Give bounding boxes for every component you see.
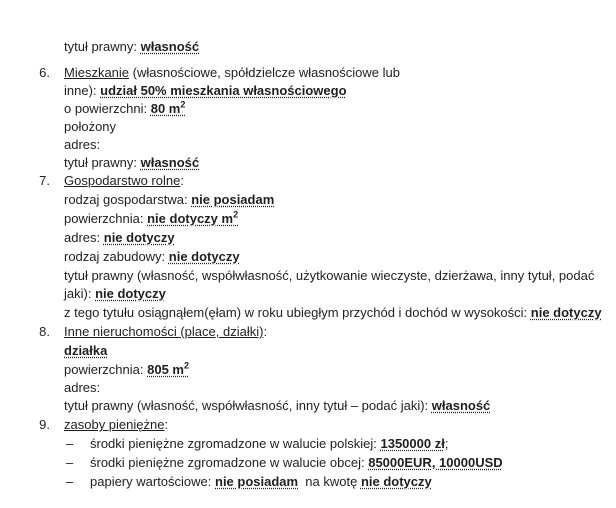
area-unit-sup: 2 <box>233 209 239 220</box>
field-label: powierzchnia: <box>64 211 148 226</box>
field-label: tytuł prawny (własność, współwłasność, użytkowanie wieczyste, dzierżawa, inny tytuł, podać <box>64 268 595 283</box>
field-label: inne): <box>64 83 101 98</box>
field-label: tytuł prawny: <box>64 155 141 170</box>
field-value: nie posiadam <box>191 192 275 207</box>
item-number-9: 9. <box>39 417 50 432</box>
field-tail: ; <box>444 436 449 451</box>
field-value: 1350000 zł <box>380 436 445 451</box>
area-value: nie dotyczy m <box>147 211 234 226</box>
bullet-dash: – <box>66 436 74 451</box>
item-8-heading <box>64 323 267 340</box>
field-value: własność <box>431 398 491 413</box>
field-label: adres: <box>64 380 101 395</box>
field-value: nie dotyczy <box>530 305 602 320</box>
field-value: własność <box>140 155 200 170</box>
area-value: 80 m <box>150 101 181 116</box>
field-value: udział 50% mieszkania własnościowego <box>100 83 347 98</box>
item-number-6: 6. <box>39 65 50 80</box>
area-unit-sup: 2 <box>183 360 189 371</box>
title-rights-line-2 <box>64 154 199 171</box>
field-label: adres: <box>64 137 101 152</box>
field-label: tytuł prawny: <box>64 39 141 54</box>
area-value: 805 m <box>147 362 184 377</box>
plot-area-line <box>64 361 189 378</box>
item-7-heading <box>64 172 184 189</box>
field-label: z tego tytułu osiągnąłem(ęłam) w roku ubiegłym przychód i dochód w wysokości: <box>64 305 531 320</box>
farm-address-line <box>64 229 175 246</box>
address-line-1 <box>64 136 100 153</box>
bullet-dash: – <box>66 455 74 470</box>
apartment-share-line <box>64 82 347 99</box>
field-value: działka <box>64 343 108 358</box>
item-number-8: 8. <box>39 324 50 339</box>
section-heading: Gospodarstwo rolne <box>64 173 181 188</box>
section-heading: Mieszkanie <box>64 65 130 80</box>
farm-area-line <box>64 210 238 227</box>
plot-address-line <box>64 379 100 396</box>
heading-rest: : <box>263 324 268 339</box>
field-mid: na kwotę <box>298 474 361 489</box>
field-label: tytuł prawny (własność, współwłasność, inny tytuł – podać jaki): <box>64 398 432 413</box>
field-value: nie dotyczy <box>103 230 175 245</box>
bullet-dash: – <box>66 474 74 489</box>
heading-rest: : <box>180 173 184 188</box>
field-value <box>147 362 189 377</box>
item-6-heading <box>64 64 400 81</box>
field-label: jaki): <box>64 286 96 301</box>
field-label: o powierzchni: <box>64 101 151 116</box>
farm-title-which-line <box>64 285 166 302</box>
field-label: powierzchnia: <box>64 362 148 377</box>
field-label: środki pieniężne zgromadzone w walucie polskiej: <box>90 436 381 451</box>
securities-line <box>90 473 432 490</box>
cash-pln-line <box>90 435 448 452</box>
apartment-area-line <box>64 100 185 117</box>
heading-rest: : <box>164 417 169 432</box>
plot-title-line <box>64 397 490 414</box>
field-label: rodzaj gospodarstwa: <box>64 192 192 207</box>
field-label: rodzaj zabudowy: <box>64 249 169 264</box>
item-9-heading <box>64 416 168 433</box>
area-unit-sup: 2 <box>180 99 186 110</box>
item-number-7: 7. <box>39 173 50 188</box>
field-value <box>151 101 186 116</box>
located-line <box>64 118 116 135</box>
heading-rest: (własnościowe, spółdzielcze własnościowe lub <box>129 65 400 80</box>
field-value: nie dotyczy <box>168 249 240 264</box>
farm-income-line <box>64 304 602 321</box>
field-label: położony <box>64 119 117 134</box>
field-label: środki pieniężne zgromadzone w walucie obcej: <box>90 455 369 470</box>
field-value: 85000EUR, 10000USD <box>368 455 503 470</box>
section-heading: zasoby pieniężne <box>64 417 165 432</box>
field-value <box>147 211 238 226</box>
field-value-2: nie dotyczy <box>360 474 432 489</box>
title-rights-line-1 <box>64 38 199 55</box>
field-value: własność <box>140 39 200 54</box>
cash-foreign-line <box>90 454 503 471</box>
farm-type-line <box>64 191 274 208</box>
field-label: papiery wartościowe: <box>90 474 215 489</box>
farm-title-line <box>64 267 594 284</box>
field-label: adres: <box>64 230 104 245</box>
plot-line <box>64 342 107 359</box>
field-value: nie posiadam <box>215 474 299 489</box>
section-heading: Inne nieruchomości (place, działki) <box>64 324 264 339</box>
building-type-line <box>64 248 240 265</box>
field-value: nie dotyczy <box>95 286 166 301</box>
